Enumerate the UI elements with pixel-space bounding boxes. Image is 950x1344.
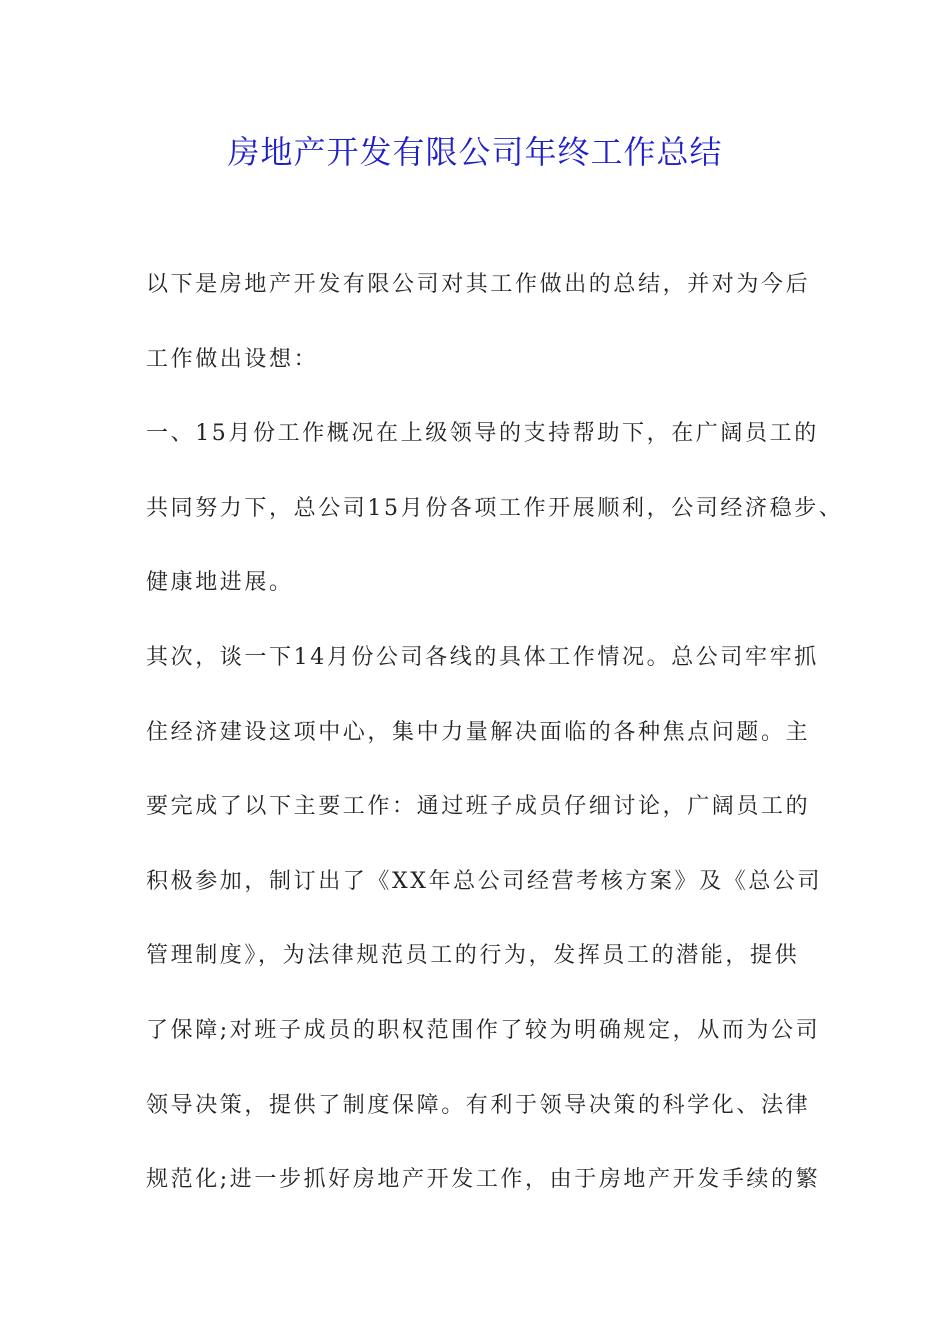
body-line: 一、15月份工作概况在上级领导的支持帮助下，在广阔员工的 xyxy=(146,421,819,447)
body-line: 要完成了以下主要工作：通过班子成员仔细讨论，广阔员工的 xyxy=(146,794,811,820)
document-body xyxy=(146,262,844,1232)
body-line: 积极参加，制订出了《XX年总公司经营考核方案》及《总公司 xyxy=(146,868,823,894)
body-line: 规范化;进一步抓好房地产开发工作，由于房地产开发手续的繁 xyxy=(146,1167,821,1193)
body-line: 了保障;对班子成员的职权范围作了较为明确规定，从而为公司 xyxy=(146,1017,821,1043)
body-line: 共同努力下，总公司15月份各项工作开展顺利，公司经济稳步、 xyxy=(146,495,844,521)
body-line: 领导决策，提供了制度保障。有利于领导决策的科学化、法律 xyxy=(146,1092,811,1118)
body-line: 管理制度》，为法律规范员工的行为，发挥员工的潜能，提供 xyxy=(146,943,800,969)
body-line: 其次，谈一下14月份公司各线的具体工作情况。总公司牢牢抓 xyxy=(146,644,819,670)
document-title: 房地产开发有限公司年终工作总结 xyxy=(227,133,723,171)
body-line: 健康地进展。 xyxy=(146,570,294,596)
body-line: 以下是房地产开发有限公司对其工作做出的总结，并对为今后 xyxy=(146,272,811,297)
body-line: 工作做出设想： xyxy=(146,346,319,372)
body-line: 住经济建设这项中心，集中力量解决面临的各种焦点问题。主 xyxy=(146,719,811,745)
